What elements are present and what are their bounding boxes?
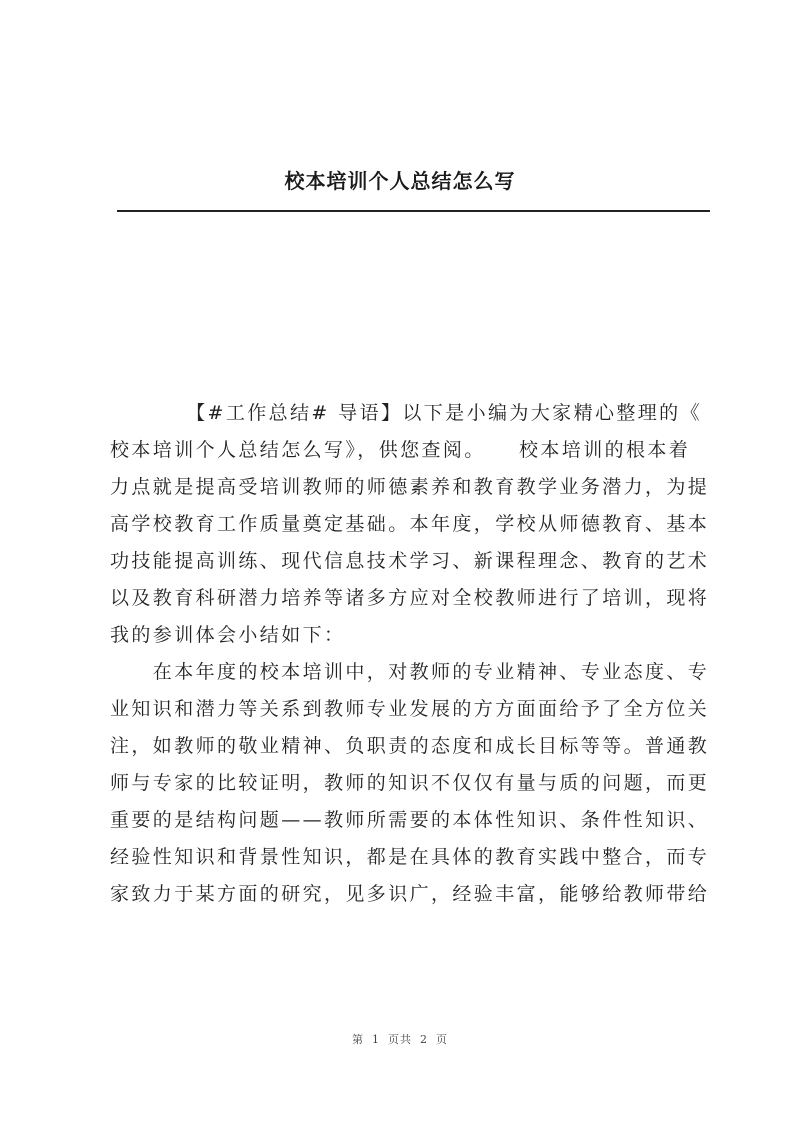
footer-middle: 页共	[388, 1033, 412, 1046]
body-line: 在本年度的校本培训中，对教师的专业精神、专业态度、专	[110, 661, 710, 683]
footer-prefix: 第	[352, 1033, 364, 1046]
body-line: 【#工作总结# 导语】以下是小编为大家精心整理的《	[110, 402, 702, 424]
body-line: 家致力于某方面的研究，见多识广，经验丰富，能够给教师带给	[110, 883, 710, 905]
body-line: 注，如教师的敬业精神、负职责的态度和成长目标等等。普通教	[110, 735, 710, 757]
body-line: 经验性知识和背景性知识，都是在具体的教育实践中整合，而专	[110, 846, 710, 868]
body-line: 功技能提高训练、现代信息技术学习、新课程理念、教育的艺术	[110, 550, 710, 572]
body-line: 力点就是提高受培训教师的师德素养和教育教学业务潜力，为提	[110, 476, 710, 498]
page-footer	[0, 1031, 800, 1047]
body-line: 高学校教育工作质量奠定基础。本年度，学校从师德教育、基本	[110, 513, 710, 535]
body-line: 重要的是结构问题——教师所需要的本体性知识、条件性知识、	[110, 809, 710, 831]
title-underline	[117, 210, 710, 212]
document-title: 校本培训个人总结怎么写	[284, 169, 516, 193]
body-line: 业知识和潜力等关系到教师专业发展的方方面面给予了全方位关	[110, 698, 710, 720]
body-line: 我的参训体会小结如下：	[110, 624, 346, 646]
body-line: 校本培训个人总结怎么写》，供您查阅。 校本培训的根本着	[110, 439, 691, 461]
document-body	[110, 395, 710, 913]
body-line: 以及教育科研潜力培养等诸多方应对全校教师进行了培训，现将	[110, 587, 710, 609]
footer-suffix: 页	[436, 1033, 448, 1046]
body-line: 师与专家的比较证明，教师的知识不仅仅有量与质的问题，而更	[110, 772, 710, 794]
footer-current-page: 1	[372, 1033, 380, 1046]
footer-total-pages: 2	[420, 1033, 428, 1046]
